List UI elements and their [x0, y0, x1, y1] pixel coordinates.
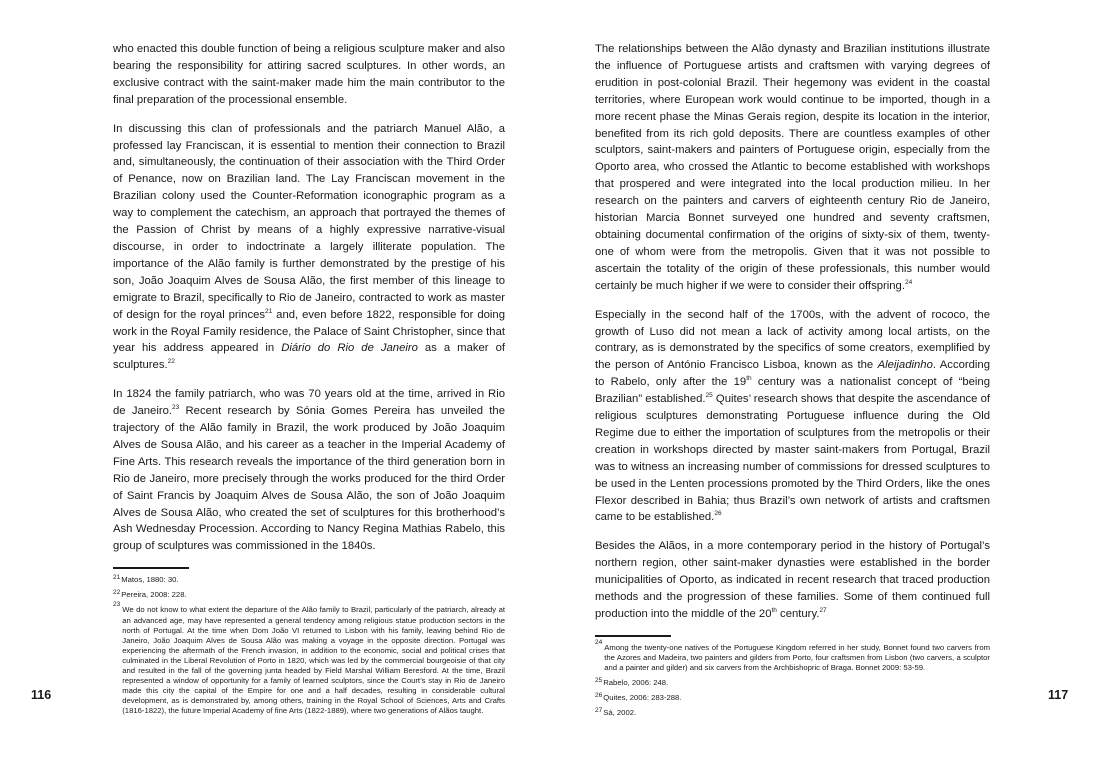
right-paragraph-3 [595, 538, 990, 623]
footnote-24 [595, 638, 990, 673]
footnote-ref-27[interactable]: 27 [819, 607, 827, 615]
right-paragraph-2-b: . According to Rabelo, only after the 19 [595, 359, 991, 389]
left-paragraph-3 [113, 386, 505, 555]
left-paragraph-2-cont: and, even before 1822, responsible for doing work in the Royal Family residence, the Palace of Saint Christopher, since that year his address appeared in [113, 308, 505, 355]
right-paragraph-3-b: century. [776, 608, 820, 620]
footnote-ref-25[interactable]: 25 [705, 392, 713, 400]
left-paragraph-2 [113, 121, 505, 375]
right-page-column [595, 41, 990, 723]
footnote-number: 26 [595, 691, 603, 699]
left-page-column [113, 41, 505, 722]
right-paragraph-2 [595, 307, 990, 527]
footnote-text: Pereira, 2008: 228. [121, 590, 187, 600]
right-paragraph-2-a: Especially in the second half of the 1700s, with the advent of rococo, the growth of Luso did not mean a lack of activity among local artists, on the contrary, as is demonstrated by the specifics of some creators, exemplified by the person of António Francisco Lisboa, known as the [595, 308, 990, 372]
right-paragraph-3-a: Besides the Alãos, in a more contemporary period in the history of Portugal’s northern region, other saint-maker dynasties were established in the border municipalities of Oporto, as indicated in recent research that traced production methods and the progression of these families. Some of them continued full production into the middle of the 20 [595, 540, 990, 620]
footnote-number: 27 [595, 706, 603, 714]
footnote-23 [113, 601, 505, 716]
left-paragraph-3-cont: Recent research by Sónia Gomes Pereira has unveiled the trajectory of the Alão family in Brazil, the work produced by João Joaquim Alves de Sousa Alão, and his career as a teacher in the Imperial Academy of Fine Arts. This research reveals the importance of the third generation born in Rio de Janeiro, more precisely through the works produced for the third Order of Saint Francis by Joaquim Alves de Sousa Alão, the son of João Joaquim Alves de Sousa Alão, who created the set of sculptures for this brotherhood’s Ash Wednesday Procession. According to Nancy Regina Mathias Rabelo, this group of sculptures was commissioned in the 1840s. [113, 405, 505, 553]
footnote-25 [595, 678, 990, 688]
footnote-ref-21[interactable]: 21 [265, 307, 273, 315]
footnote-27 [595, 708, 990, 718]
footnote-text: Quites, 2006: 283-288. [603, 693, 682, 703]
footnote-divider [595, 635, 671, 637]
left-paragraph-2-end: as a maker of sculptures. [113, 342, 505, 372]
footnote-text: We do not know to what extent the departure of the Alão family to Brazil, particularly of the patriarch, already at an advanced age, may have represented a general tendency among religious statue production sectors in the north of Portugal. At the time when Dom João VI returned to Lisbon with his family, leaving behind Rio de Janeiro, João Joaquim Alves de Sousa Alão was making a voyage in the opposite direction. Portugal was experiencing the aftermath of the French invasion, in addition to the economic, social and political crises that culminated in the Liberal Revolution of Porto in 1820, which was led by the commercial bourgeoisie of that city and resulted in the fall of the governing junta headed by Field Marshal William Beresford. At the time, Brazil represented a window of opportunity for a family of learned sculptors, since the Court’s stay in Rio de Janeiro made this city the capital of the Empire for one and a half decades, resulting in considerable cultural development, as is demonstrated by, among others, training in the Royal School of Sciences, Arts and Crafts (1816-1822), the future Imperial Academy of fine Arts (1822-1889), where two generations of Alãos taught. [122, 605, 505, 716]
footnote-text: Among the twenty-one natives of the Portuguese Kingdom referred in her study, Bonnet found two carvers from the Azores and Madeira, two painters and gilders from Porto, four craftsmen from Lisbon (two carvers, a sculptor and a painter and gilder) and six carvers from the Archbishopric of Braga. Bonnet 2009: 53-59. [604, 642, 990, 673]
footnote-26 [595, 693, 990, 703]
footnote-21 [113, 575, 505, 585]
footnote-ref-22[interactable]: 22 [167, 358, 175, 366]
right-paragraph-1-text: The relationships between the Alão dynasty and Brazilian institutions illustrate the influence of Portuguese artists and craftsmen with varying degrees of erudition in post-colonial Brazil. Their hegemony was evident in the coastal territories, where European work would continue to be imported, though in a more recent phase the Minas Gerais region, despite its location in the interior, benefited from its rich gold deposits. There are countless examples of other sculptors, saint-makers and painters of Portuguese origin, especially from the Oporto area, who crossed the Atlantic to become established with workshops that prospered and were integrated into the local production milieu. In her research on the painters and carvers of eighteenth century Rio de Janeiro, historian Marcia Bonnet surveyed one hundred and seventy craftsmen, obtaining documental confirmation of the origins of sixty-six of them, twenty-one of whom were from the metropolis. Given that it was not possible to ascertain the totality of the origin of these professionals, this number would certainly be much higher if we were to consider their offspring. [595, 43, 990, 292]
page-number-right: 117 [1048, 688, 1069, 702]
footnote-number: 24 [595, 638, 603, 646]
footnote-number: 25 [595, 676, 603, 684]
footnote-text: Sá, 2002. [603, 708, 637, 718]
footnote-number: 21 [113, 573, 121, 581]
footnote-number: 23 [113, 601, 121, 609]
footnote-ref-24[interactable]: 24 [904, 278, 913, 286]
footnote-text: Matos, 1880: 30. [121, 575, 179, 585]
right-paragraph-2-italic: Aleijadinho [877, 359, 933, 372]
left-paragraph-1: who enacted this double function of being a religious sculpture maker and also bearing the responsibility for attiring sacred sculptures. In other words, an exclusive contract with the saint-maker made him the main contributor to the final preparation of the processional ensemble. [113, 43, 505, 106]
footnote-ref-26[interactable]: 26 [714, 510, 722, 518]
page-number-left: 116 [31, 688, 52, 702]
left-paragraph-2-text: In discussing this clan of professionals and the patriarch Manuel Alão, a professed lay Franciscan, it is essential to mention their connection to Brazil and, simultaneously, the continuation of their association with the Third Order of Penance, now on Brazilian land. The Lay Franciscan movement in the Brazilian colony used the Counter-Reformation iconographic program as a way to complement the catechism, an approach that portrayed the themes of the Passion of Christ by means of a highly expressive narrative-visual discourse, in order to indoctrinate a largely illiterate population. The importance of the Alão family is further demonstrated by the prestige of his son, João Joaquim Alves de Sousa Alão, the first member of this lineage to emigrate to Brazil, specifically to Rio de Janeiro, contracted to work as master of design for the royal princes [113, 122, 505, 321]
ordinal-suffix: th [746, 375, 752, 383]
ordinal-suffix: th [771, 607, 777, 615]
footnote-text: Rabelo, 2006: 248. [603, 678, 669, 688]
footnote-ref-23[interactable]: 23 [172, 404, 180, 412]
left-paragraph-2-italic: Diário do Rio de Janeiro [281, 342, 418, 355]
right-paragraph-2-d: Quites’ research shows that despite the ascendance of religious sculptures demonstrating Portuguese influence during the Old Regime due to either the importation of sculptures from the metropolis or their creation in workshops directed by master saint-makers from Portugal, Brazil was to witness an increasing number of commissions for dressed sculptures to be used in the Lenten processions promoted by the Third Orders, like the ones Flexor described in Bahia; thus Brazil’s own network of artists and craftsmen came to be established. [595, 393, 990, 524]
footnote-22 [113, 590, 505, 600]
footnote-divider [113, 567, 189, 569]
right-paragraph-1 [595, 41, 990, 295]
left-paragraph-3-text: In 1824 the family patriarch, who was 70 years old at the time, arrived in Rio de Janeiro. [113, 388, 505, 418]
right-paragraph-2-c: century was a nationalist concept of “being Brazilian” established. [595, 376, 990, 406]
footnote-number: 22 [113, 588, 121, 596]
